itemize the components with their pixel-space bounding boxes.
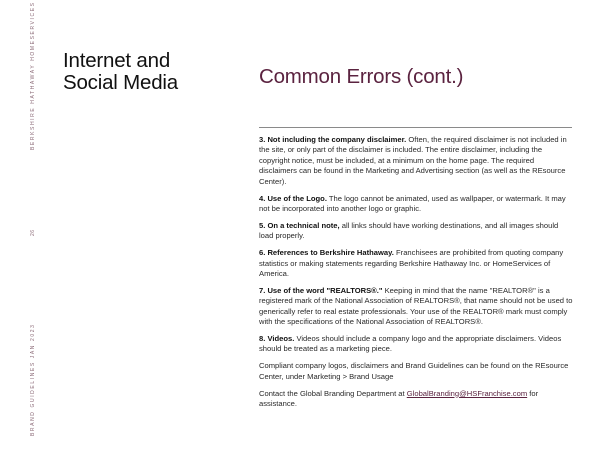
item-text: all links should have working destinations, and all images should load properly. [259,220,559,241]
contact-line [259,389,574,410]
divider [259,127,572,128]
item-lead: 5. On a technical note, [259,220,340,230]
section-title: Internet and Social Media [63,49,178,94]
item-lead: 3. Not including the company disclaimer. [259,135,407,144]
contact-suffix: for assistance. [259,388,539,409]
contact-prefix: Contact the Global Branding Department at [259,388,407,398]
page-heading: Common Errors (cont.) [259,65,464,88]
item-lead: 8. Videos. [259,334,295,343]
item-text: Keeping in mind that the name "REALTOR®" is a registered mark of the National Association of REALTORS®, that name should not be used to generically refer to real estate professionals. Your use of the REALTOR® mark must comply with the specifications of the National Association of REALTORS®. [259,285,573,327]
list-item [259,194,574,215]
item-lead: 6. References to Berkshire Hathaway. [259,248,394,258]
item-lead: 7. Use of the word "REALTORS®." [259,285,383,295]
list-item [259,286,574,328]
item-lead: 4. Use of the Logo. [259,193,327,203]
email-link[interactable]: GlobalBranding@HSFranchise.com [406,388,528,398]
content-body [259,135,574,416]
item-text: Franchisees are prohibited from quoting company statistics or making statements regarding Berkshire Hathaway Inc. or HomeServices of America. [259,248,564,278]
sidebar-guidelines-date: BRAND GUIDELINES JAN 2023 [30,323,36,436]
page-number: 26 [30,229,36,236]
list-item [259,334,574,355]
item-text: Often, the required disclaimer is not included in the site, or only part of the disclaimer is included. The entire disclaimer, including the copyright notice, must be included, at a minimum on the home page. The required disclaimers can be found in the Marketing and Advertising section (as well as the REsource Center). [259,135,567,186]
list-item [259,221,574,242]
list-item [259,248,574,279]
item-text: Videos should include a company logo and the appropriate disclaimers. Videos should be treated as a marketing piece. [259,334,562,354]
sidebar-brand-text: BERKSHIRE HATHAWAY HOMESERVICES [30,1,36,150]
resource-note: Compliant company logos, disclaimers and Brand Guidelines can be found on the REsource Center, under Marketing > Brand Usage [259,361,569,381]
list-item [259,135,574,187]
item-text: The logo cannot be animated, used as wallpaper, or watermark. It may not be incorporated into another logo or graphic. [259,193,566,213]
